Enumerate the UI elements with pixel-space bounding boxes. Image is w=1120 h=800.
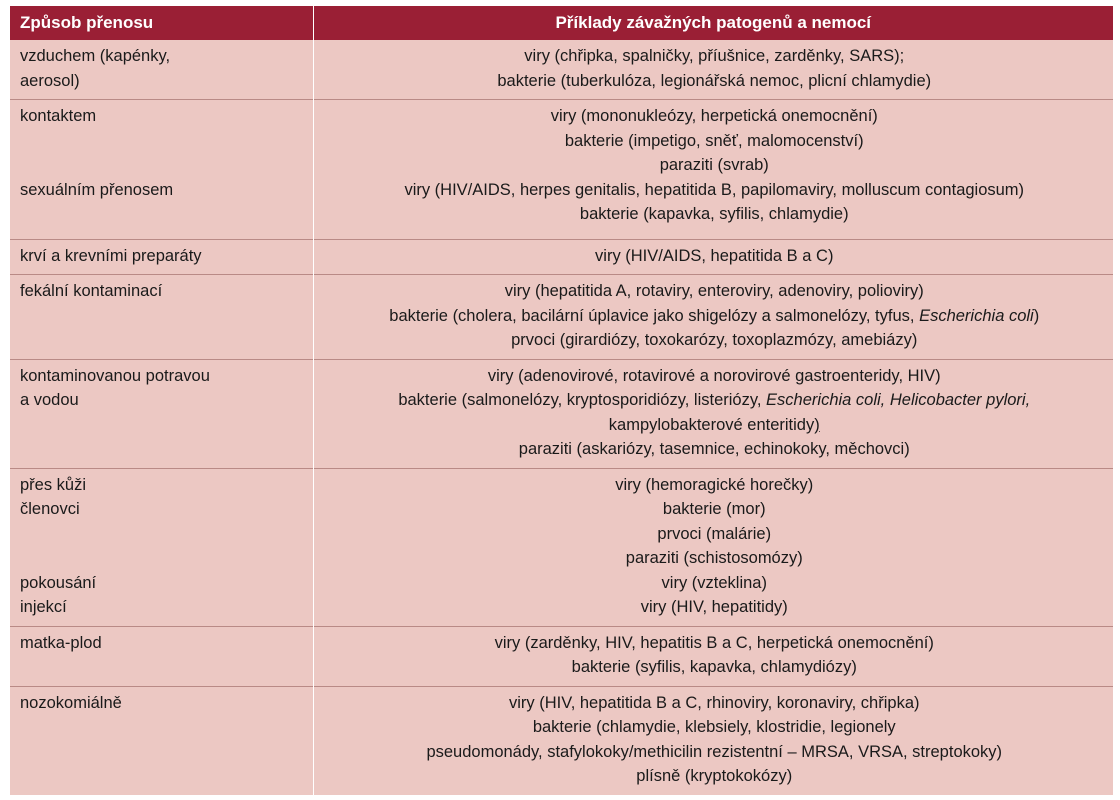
table-row — [10, 626, 1113, 686]
pathogen-examples-cell — [313, 468, 1113, 626]
transmission-mode-cell — [10, 239, 313, 275]
example-line: paraziti (svrab) — [659, 156, 769, 174]
transmission-mode-cell — [10, 40, 313, 100]
example-line: bakterie (chlamydie, klebsiely, klostridie, legionely — [532, 718, 896, 736]
example-line: viry (chřipka, spalničky, příušnice, zarděnky, SARS); — [524, 47, 905, 65]
example-line: paraziti (askariózy, tasemnice, echinokoky, měchovci) — [518, 440, 910, 458]
example-line — [324, 304, 1106, 329]
mode-text: a vodou — [20, 391, 79, 409]
example-line: viry (mononukleózy, herpetická onemocnění) — [550, 107, 878, 125]
example-line: viry (HIV, hepatitida B a C, rhinoviry, koronaviry, chřipka) — [508, 693, 920, 712]
example-spacer — [324, 227, 1106, 233]
example-line: viry (hemoragické horečky) — [615, 475, 814, 494]
example-line: viry (hepatitida A, rotaviry, enteroviry, adenoviry, polioviry) — [504, 282, 924, 300]
example-line: bakterie (tuberkulóza, legionářská nemoc, plicní chlamydie) — [497, 71, 932, 90]
mode-spacer — [20, 153, 305, 178]
transmission-mode-cell — [10, 686, 313, 795]
pathogen-examples-cell — [313, 626, 1113, 686]
mode-text: kontaktem — [20, 107, 97, 125]
transmission-mode-cell — [10, 100, 313, 240]
mode-spacer — [20, 522, 305, 547]
transmission-table — [10, 6, 1113, 795]
header-transmission-mode: Způsob přenosu — [10, 6, 313, 40]
example-line: bakterie (mor) — [662, 500, 766, 518]
example-line: viry (vzteklina) — [661, 573, 767, 592]
example-line: bakterie (syfilis, kapavka, chlamydiózy) — [571, 658, 857, 676]
species-name: Escherichia coli, Helicobacter pylori, — [766, 391, 1031, 409]
mode-text: matka-plod — [20, 633, 102, 652]
example-line: bakterie (kapavka, syfilis, chlamydie) — [579, 205, 849, 223]
table-row — [10, 239, 1113, 275]
table-row — [10, 359, 1113, 468]
mode-spacer — [20, 546, 305, 571]
table-row — [10, 686, 1113, 795]
example-text: ) — [1033, 306, 1040, 325]
example-line: prvoci (girardiózy, toxokarózy, toxoplazmózy, amebiázy) — [511, 331, 918, 349]
example-line: viry (adenovirové, rotavirové a norovirové gastroenteridy, HIV) — [487, 366, 941, 385]
pathogen-examples-cell — [313, 40, 1113, 100]
pathogen-examples-cell — [313, 100, 1113, 240]
example-text: bakterie (cholera, bacilární úplavice jako shigelózy a salmonelózy, tyfus, — [389, 306, 920, 325]
pathogen-examples-cell — [313, 686, 1113, 795]
mode-text: fekální kontaminací — [20, 282, 163, 300]
table-row — [10, 40, 1113, 100]
example-line: viry (zarděnky, HIV, hepatitis B a C, herpetická onemocnění) — [494, 633, 934, 652]
table-body — [10, 40, 1113, 795]
example-line — [324, 388, 1106, 413]
example-text: ) — [814, 415, 820, 434]
header-row — [10, 6, 1113, 40]
example-text: kampylobakterové enteritidy — [608, 415, 815, 434]
example-line: bakterie (impetigo, sněť, malomocenství) — [564, 131, 864, 150]
table-row — [10, 468, 1113, 626]
example-text: bakterie (salmonelózy, kryptosporidiózy, listeriózy, — [398, 391, 767, 409]
transmission-mode-cell — [10, 626, 313, 686]
transmission-mode-cell — [10, 468, 313, 626]
mode-spacer — [20, 129, 305, 154]
pathogen-examples-cell — [313, 239, 1113, 275]
mode-text: aerosol) — [20, 71, 80, 90]
mode-text: vzduchem (kapénky, — [20, 47, 171, 65]
header-pathogen-examples: Příklady závažných patogenů a nemocí — [313, 6, 1113, 40]
species-name: Escherichia coli — [919, 306, 1034, 325]
example-line: viry (HIV, hepatitidy) — [640, 598, 788, 616]
transmission-table-container — [10, 6, 1113, 795]
example-line: pseudomonády, stafylokoky/methicilin rezistentní – MRSA, VRSA, streptokoky) — [426, 742, 1003, 761]
pathogen-examples-cell — [313, 275, 1113, 360]
table-row — [10, 100, 1113, 240]
table-header — [10, 6, 1113, 40]
example-line: paraziti (schistosomózy) — [625, 549, 803, 567]
mode-text: nozokomiálně — [20, 693, 122, 712]
table-row — [10, 275, 1113, 360]
example-line: viry (HIV/AIDS, hepatitida B a C) — [595, 246, 834, 265]
mode-text: přes kůži — [20, 475, 87, 494]
example-line: viry (HIV/AIDS, herpes genitalis, hepatitida B, papilomaviry, molluscum contagiosum) — [404, 180, 1025, 199]
mode-text: členovci — [20, 500, 80, 518]
example-line: prvoci (malárie) — [657, 524, 772, 543]
example-line: plísně (kryptokokózy) — [636, 767, 793, 785]
mode-text: krví a krevními preparáty — [20, 246, 202, 265]
mode-text: pokousání — [20, 573, 97, 592]
mode-text: injekcí — [20, 598, 67, 616]
mode-text: kontaminovanou potravou — [20, 366, 210, 385]
transmission-mode-cell — [10, 275, 313, 360]
transmission-mode-cell — [10, 359, 313, 468]
pathogen-examples-cell — [313, 359, 1113, 468]
example-line — [324, 413, 1106, 438]
mode-text: sexuálním přenosem — [20, 180, 174, 199]
